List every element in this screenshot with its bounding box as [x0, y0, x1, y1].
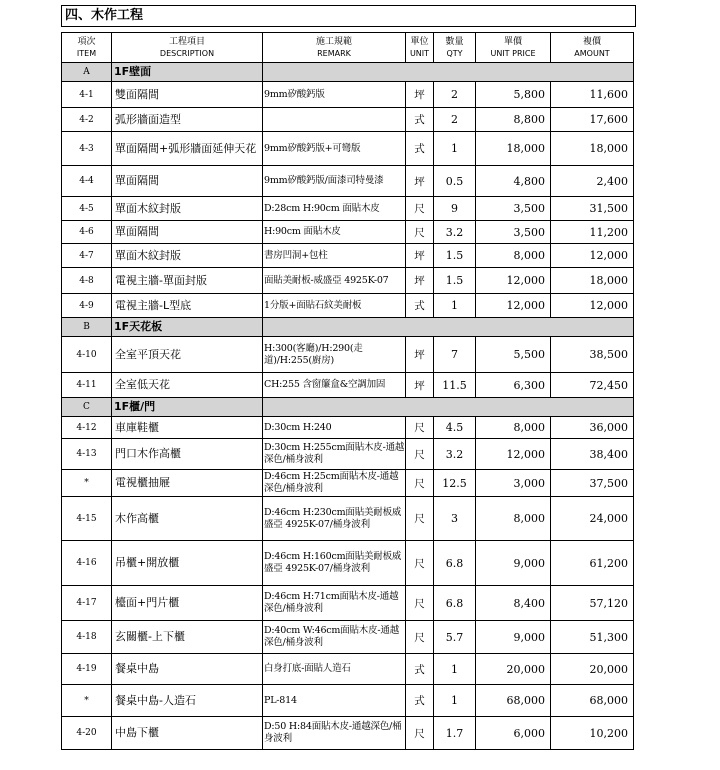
- table-row: [62, 197, 634, 221]
- table-row: [62, 373, 634, 398]
- item-unit: 尺: [406, 439, 434, 470]
- item-unit: 尺: [406, 470, 434, 497]
- item-unit-price: 8,800: [476, 108, 551, 132]
- item-description: 木作高櫃: [112, 497, 263, 541]
- section-letter: A: [62, 63, 112, 82]
- section-fill: [263, 398, 634, 417]
- section-title: 四、木作工程: [61, 5, 636, 27]
- item-unit-price: 18,000: [476, 132, 551, 166]
- item-qty: 2: [434, 82, 476, 108]
- item-amount: 24,000: [551, 497, 634, 541]
- item-unit: 式: [406, 108, 434, 132]
- header-description: 工程項目 DESCRIPTION: [112, 33, 263, 63]
- item-unit: 尺: [406, 197, 434, 221]
- item-amount: 68,000: [551, 685, 634, 717]
- item-unit-price: 8,000: [476, 417, 551, 439]
- item-qty: 1.5: [434, 268, 476, 294]
- item-remark: 9mm矽酸鈣版+可彎版: [263, 132, 406, 166]
- item-amount: 37,500: [551, 470, 634, 497]
- item-unit-price: 12,000: [476, 439, 551, 470]
- item-description: 車庫鞋櫃: [112, 417, 263, 439]
- item-qty: 1: [434, 132, 476, 166]
- item-amount: 36,000: [551, 417, 634, 439]
- item-amount: 18,000: [551, 268, 634, 294]
- item-amount: 11,600: [551, 82, 634, 108]
- item-number: 4-8: [62, 268, 112, 294]
- item-amount: 31,500: [551, 197, 634, 221]
- item-unit-price: 6,000: [476, 717, 551, 750]
- item-unit-price: 3,500: [476, 197, 551, 221]
- item-remark: 白身打底-面貼人造石: [263, 654, 406, 685]
- table-row: [62, 82, 634, 108]
- item-amount: 38,500: [551, 337, 634, 373]
- item-unit-price: 5,500: [476, 337, 551, 373]
- item-remark: D:46cm H:71cm面貼木皮-通越深色/桶身波利: [263, 586, 406, 621]
- item-amount: 11,200: [551, 221, 634, 244]
- item-unit: 尺: [406, 717, 434, 750]
- item-amount: 38,400: [551, 439, 634, 470]
- item-description: 弧形牆面造型: [112, 108, 263, 132]
- item-remark: [263, 108, 406, 132]
- item-unit: 式: [406, 654, 434, 685]
- item-amount: 20,000: [551, 654, 634, 685]
- item-unit: 坪: [406, 166, 434, 197]
- item-description: 中島下櫃: [112, 717, 263, 750]
- item-description: 單面木紋封版: [112, 197, 263, 221]
- item-description: 吊櫃+開放櫃: [112, 541, 263, 586]
- item-remark: 9mm矽酸鈣版: [263, 82, 406, 108]
- item-number: 4-13: [62, 439, 112, 470]
- section-letter: C: [62, 398, 112, 417]
- item-description: 門口木作高櫃: [112, 439, 263, 470]
- item-number: 4-9: [62, 294, 112, 318]
- item-description: 全室平頂天花: [112, 337, 263, 373]
- item-amount: 12,000: [551, 244, 634, 268]
- item-amount: 57,120: [551, 586, 634, 621]
- item-remark: D:46cm H:25cm面貼木皮-通越深色/桶身波利: [263, 470, 406, 497]
- item-unit: 式: [406, 294, 434, 318]
- item-number: 4-7: [62, 244, 112, 268]
- item-unit: 尺: [406, 586, 434, 621]
- item-unit: 坪: [406, 244, 434, 268]
- table-row: [62, 717, 634, 750]
- item-amount: 10,200: [551, 717, 634, 750]
- item-unit: 式: [406, 685, 434, 717]
- item-qty: 11.5: [434, 373, 476, 398]
- table-row: [62, 132, 634, 166]
- item-qty: 3.2: [434, 221, 476, 244]
- item-qty: 2: [434, 108, 476, 132]
- table-row: [62, 497, 634, 541]
- table-row: [62, 166, 634, 197]
- header-unit-price: 單價 UNIT PRICE: [476, 33, 551, 63]
- item-description: 玄關櫃-上下櫃: [112, 621, 263, 654]
- item-remark: D:46cm H:230cm面貼美耐板威盛亞 4925K-07/桶身波利: [263, 497, 406, 541]
- item-description: 單面木紋封版: [112, 244, 263, 268]
- item-remark: CH:255 含窗簾盒&空調加固: [263, 373, 406, 398]
- item-remark: PL-814: [263, 685, 406, 717]
- item-remark: D:30cm H:240: [263, 417, 406, 439]
- item-description: 單面隔間: [112, 221, 263, 244]
- item-qty: 6.8: [434, 541, 476, 586]
- table-row: [62, 417, 634, 439]
- item-unit-price: 8,000: [476, 244, 551, 268]
- item-qty: 1: [434, 654, 476, 685]
- header-qty: 數量 QTY: [434, 33, 476, 63]
- section-name: 1F壁面: [112, 63, 263, 82]
- section-letter: B: [62, 318, 112, 337]
- item-description: 餐桌中島: [112, 654, 263, 685]
- item-remark: 書房凹洞+包柱: [263, 244, 406, 268]
- section-row: [62, 63, 634, 82]
- item-remark: 9mm矽酸鈣版/面漆司特曼漆: [263, 166, 406, 197]
- section-row: [62, 398, 634, 417]
- item-amount: 2,400: [551, 166, 634, 197]
- item-unit: 坪: [406, 82, 434, 108]
- table-row: [62, 108, 634, 132]
- item-unit-price: 9,000: [476, 541, 551, 586]
- section-fill: [263, 318, 634, 337]
- item-description: 電視櫃抽屜: [112, 470, 263, 497]
- item-description: 單面隔間: [112, 166, 263, 197]
- item-number: 4-16: [62, 541, 112, 586]
- item-unit: 尺: [406, 621, 434, 654]
- section-name: 1F櫃/門: [112, 398, 263, 417]
- item-qty: 9: [434, 197, 476, 221]
- item-number: 4-10: [62, 337, 112, 373]
- section-name: 1F天花板: [112, 318, 263, 337]
- item-amount: 12,000: [551, 294, 634, 318]
- header-unit: 單位 UNIT: [406, 33, 434, 63]
- item-amount: 72,450: [551, 373, 634, 398]
- header-item: 項次 ITEM: [62, 33, 112, 63]
- table-row: [62, 268, 634, 294]
- table-row: [62, 586, 634, 621]
- item-unit-price: 68,000: [476, 685, 551, 717]
- table-row: [62, 685, 634, 717]
- header-row: [62, 33, 634, 63]
- item-description: 檯面+門片櫃: [112, 586, 263, 621]
- item-remark: 面貼美耐板-威盛亞 4925K-07: [263, 268, 406, 294]
- item-unit-price: 9,000: [476, 621, 551, 654]
- item-unit: 式: [406, 132, 434, 166]
- item-number: 4-6: [62, 221, 112, 244]
- item-unit-price: 12,000: [476, 268, 551, 294]
- item-unit: 坪: [406, 337, 434, 373]
- item-qty: 3: [434, 497, 476, 541]
- item-unit: 尺: [406, 541, 434, 586]
- item-unit: 坪: [406, 268, 434, 294]
- item-unit-price: 20,000: [476, 654, 551, 685]
- item-qty: 5.7: [434, 621, 476, 654]
- item-remark: D:50 H:84面貼木皮-通越深色/桶身波利: [263, 717, 406, 750]
- table-row: [62, 337, 634, 373]
- item-qty: 1.7: [434, 717, 476, 750]
- item-qty: 1.5: [434, 244, 476, 268]
- item-qty: 3.2: [434, 439, 476, 470]
- item-qty: 0.5: [434, 166, 476, 197]
- item-unit: 坪: [406, 373, 434, 398]
- item-number: 4-1: [62, 82, 112, 108]
- item-number: 4-5: [62, 197, 112, 221]
- item-unit: 尺: [406, 221, 434, 244]
- item-remark: D:28cm H:90cm 面貼木皮: [263, 197, 406, 221]
- item-amount: 18,000: [551, 132, 634, 166]
- item-unit-price: 3,000: [476, 470, 551, 497]
- item-qty: 4.5: [434, 417, 476, 439]
- header-remark: 施工規範 REMARK: [263, 33, 406, 63]
- item-remark: D:30cm H:255cm面貼木皮-通越深色/桶身波利: [263, 439, 406, 470]
- item-number: 4-19: [62, 654, 112, 685]
- item-amount: 17,600: [551, 108, 634, 132]
- item-number: 4-11: [62, 373, 112, 398]
- item-unit-price: 3,500: [476, 221, 551, 244]
- quotation-table: [61, 32, 634, 750]
- table-row: [62, 221, 634, 244]
- item-remark: H:300(客廳)/H:290(走道)/H:255(廚房): [263, 337, 406, 373]
- item-description: 餐桌中島-人造石: [112, 685, 263, 717]
- item-unit-price: 8,400: [476, 586, 551, 621]
- item-number: *: [62, 685, 112, 717]
- item-remark: D:46cm H:160cm面貼美耐板威盛亞 4925K-07/桶身波利: [263, 541, 406, 586]
- item-description: 雙面隔間: [112, 82, 263, 108]
- item-number: *: [62, 470, 112, 497]
- section-row: [62, 318, 634, 337]
- item-number: 4-17: [62, 586, 112, 621]
- item-unit-price: 6,300: [476, 373, 551, 398]
- item-description: 電視主牆-L型底: [112, 294, 263, 318]
- item-unit-price: 4,800: [476, 166, 551, 197]
- item-remark: H:90cm 面貼木皮: [263, 221, 406, 244]
- item-number: 4-20: [62, 717, 112, 750]
- item-unit-price: 5,800: [476, 82, 551, 108]
- item-remark: 1分版+面貼石紋美耐板: [263, 294, 406, 318]
- item-number: 4-3: [62, 132, 112, 166]
- item-remark: D:40cm W:46cm面貼木皮-通越深色/桶身波利: [263, 621, 406, 654]
- table-row: [62, 294, 634, 318]
- item-number: 4-4: [62, 166, 112, 197]
- item-qty: 12.5: [434, 470, 476, 497]
- item-description: 電視主牆-單面封版: [112, 268, 263, 294]
- item-number: 4-18: [62, 621, 112, 654]
- table-row: [62, 439, 634, 470]
- item-unit: 尺: [406, 497, 434, 541]
- item-qty: 7: [434, 337, 476, 373]
- item-number: 4-15: [62, 497, 112, 541]
- table-row: [62, 470, 634, 497]
- item-number: 4-2: [62, 108, 112, 132]
- item-qty: 6.8: [434, 586, 476, 621]
- section-fill: [263, 63, 634, 82]
- item-unit-price: 8,000: [476, 497, 551, 541]
- table-row: [62, 541, 634, 586]
- item-unit-price: 12,000: [476, 294, 551, 318]
- item-description: 單面隔間+弧形牆面延伸天花: [112, 132, 263, 166]
- table-row: [62, 654, 634, 685]
- item-amount: 61,200: [551, 541, 634, 586]
- item-number: 4-12: [62, 417, 112, 439]
- item-qty: 1: [434, 294, 476, 318]
- table-row: [62, 244, 634, 268]
- item-unit: 尺: [406, 417, 434, 439]
- item-qty: 1: [434, 685, 476, 717]
- table-row: [62, 621, 634, 654]
- item-description: 全室低天花: [112, 373, 263, 398]
- item-amount: 51,300: [551, 621, 634, 654]
- header-amount: 複價 AMOUNT: [551, 33, 634, 63]
